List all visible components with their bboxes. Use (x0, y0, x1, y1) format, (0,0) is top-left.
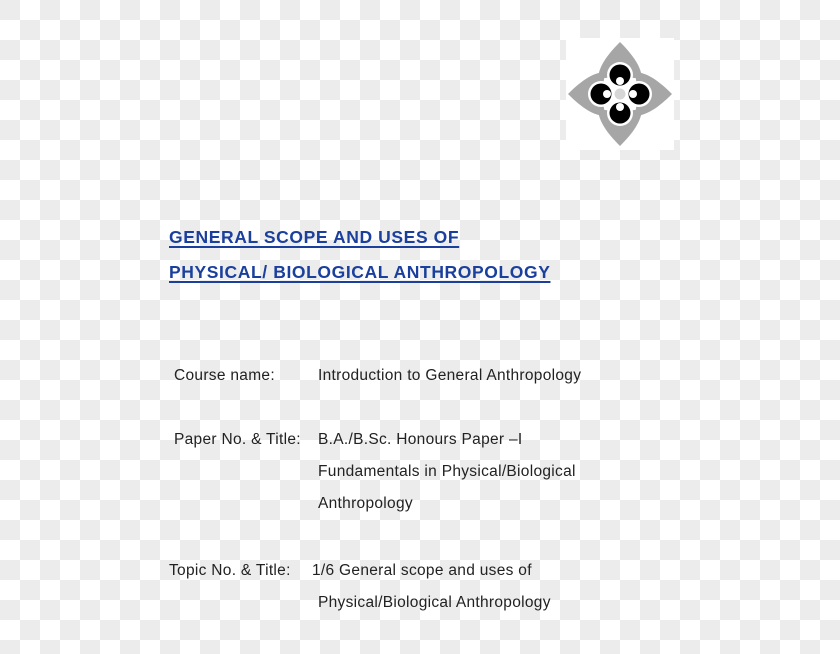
paper-title-value-line-3: Anthropology (318, 495, 413, 512)
paper-title-value-line-2: Fundamentals in Physical/Biological (318, 463, 576, 480)
topic-title-value-line-2: Physical/Biological Anthropology (318, 594, 551, 611)
course-name-value: Introduction to General Anthropology (318, 367, 582, 384)
course-name-label: Course name: (174, 367, 275, 384)
topic-title-label: Topic No. & Title: (169, 562, 291, 579)
topic-title-value-line-1: 1/6 General scope and uses of (312, 562, 532, 579)
lotus-flower-logo-icon (566, 38, 674, 150)
document-title-line-2: PHYSICAL/ BIOLOGICAL ANTHROPOLOGY (169, 262, 551, 282)
paper-title-label: Paper No. & Title: (174, 431, 301, 448)
paper-title-value-line-1: B.A./B.Sc. Honours Paper –I (318, 431, 523, 448)
document-title-line-1: GENERAL SCOPE AND USES OF (169, 227, 460, 247)
